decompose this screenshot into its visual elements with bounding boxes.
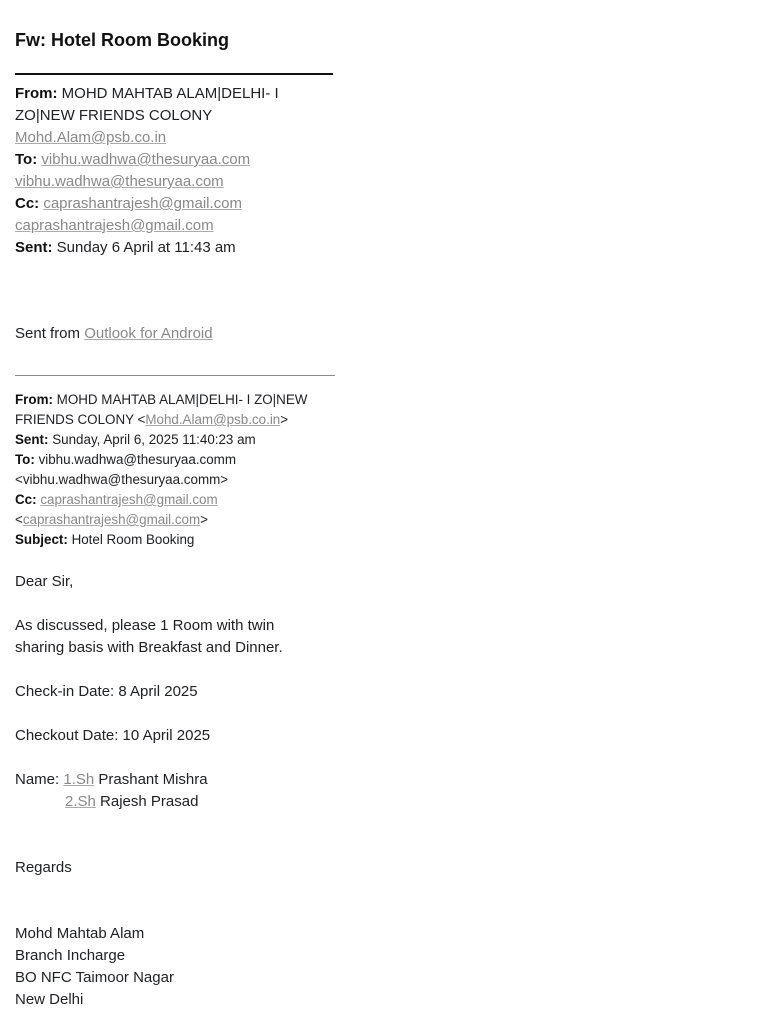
orig-from-name: MOHD MAHTAB ALAM|DELHI- I ZO|NEW xyxy=(56,392,308,407)
orig-to-value-continued: <vibhu.wadhwa@thesuryaa.comm> xyxy=(15,472,229,487)
sent-label: Sent: xyxy=(15,239,53,256)
sent-value: Sunday 6 April at 11:43 am xyxy=(56,239,236,256)
email-subject-title: Fw: Hotel Room Booking xyxy=(15,30,229,50)
name-label: Name: xyxy=(15,771,60,788)
cc-row xyxy=(15,193,335,215)
orig-from-label: From: xyxy=(15,392,53,407)
original-message-header xyxy=(15,390,335,550)
orig-cc-close: > xyxy=(200,512,208,527)
signature-branch: BO NFC Taimoor Nagar xyxy=(15,969,174,986)
orig-from-name-continued: FRIENDS COLONY < xyxy=(15,412,146,427)
checkout-date: Checkout Date: 10 April 2025 xyxy=(15,727,211,744)
cc-email-link[interactable]: caprashantrajesh@gmail.com xyxy=(43,195,242,212)
signature-name: Mohd Mahtab Alam xyxy=(15,925,145,942)
orig-subject-label: Subject: xyxy=(15,532,68,547)
forward-header xyxy=(15,83,335,259)
guest1-link[interactable]: 1.Sh xyxy=(63,771,95,788)
from-label: From: xyxy=(15,85,58,102)
from-name: MOHD MAHTAB ALAM|DELHI- I xyxy=(61,85,279,102)
guest-row-2 xyxy=(15,791,335,813)
orig-cc-email-link-2[interactable]: caprashantrajesh@gmail.com xyxy=(22,512,201,527)
to-email-link-2[interactable]: vibhu.wadhwa@thesuryaa.com xyxy=(15,173,224,190)
orig-from-close: > xyxy=(280,412,289,427)
from-email-link[interactable]: Mohd.Alam@psb.co.in xyxy=(15,129,167,146)
guest-row-1 xyxy=(15,769,335,791)
orig-sent-value: Sunday, April 6, 2025 11:40:23 am xyxy=(52,432,256,447)
guest2-name: Rajesh Prasad xyxy=(100,793,199,810)
orig-to-value: vibhu.wadhwa@thesuryaa.comm xyxy=(38,452,236,467)
to-row xyxy=(15,149,335,171)
orig-to-label: To: xyxy=(15,452,35,467)
cc-label: Cc: xyxy=(15,195,40,212)
orig-subject-value: Hotel Room Booking xyxy=(71,532,195,547)
quoted-divider xyxy=(15,375,335,376)
sent-row xyxy=(15,237,335,259)
orig-sent-label: Sent: xyxy=(15,432,49,447)
guest2-link[interactable]: 2.Sh xyxy=(65,793,96,810)
to-email-link[interactable]: vibhu.wadhwa@thesuryaa.com xyxy=(41,151,251,168)
from-row xyxy=(15,83,335,105)
orig-cc-email-link[interactable]: caprashantrajesh@gmail.com xyxy=(40,492,218,507)
sent-from-footer xyxy=(15,323,213,345)
orig-cc-open: < xyxy=(15,512,23,527)
email-body xyxy=(15,571,335,1011)
checkin-date: Check-in Date: 8 April 2025 xyxy=(15,683,198,700)
sent-from-prefix: Sent from xyxy=(15,325,81,342)
regards: Regards xyxy=(15,859,72,876)
header-divider xyxy=(15,73,333,75)
cc-email-link-2[interactable]: caprashantrajesh@gmail.com xyxy=(15,217,214,234)
orig-cc-label: Cc: xyxy=(15,492,37,507)
guest1-name: Prashant Mishra xyxy=(98,771,208,788)
signature-city: New Delhi xyxy=(15,991,84,1008)
request-line-1: As discussed, please 1 Room with twin xyxy=(15,617,275,634)
greeting: Dear Sir, xyxy=(15,573,74,590)
from-name-continued: ZO|NEW FRIENDS COLONY xyxy=(15,107,213,124)
to-label: To: xyxy=(15,151,38,168)
signature-title: Branch Incharge xyxy=(15,947,126,964)
request-line-2: sharing basis with Breakfast and Dinner. xyxy=(15,639,283,656)
orig-from-email-link[interactable]: Mohd.Alam@psb.co.in xyxy=(145,412,281,427)
outlook-android-link[interactable]: Outlook for Android xyxy=(84,325,213,342)
